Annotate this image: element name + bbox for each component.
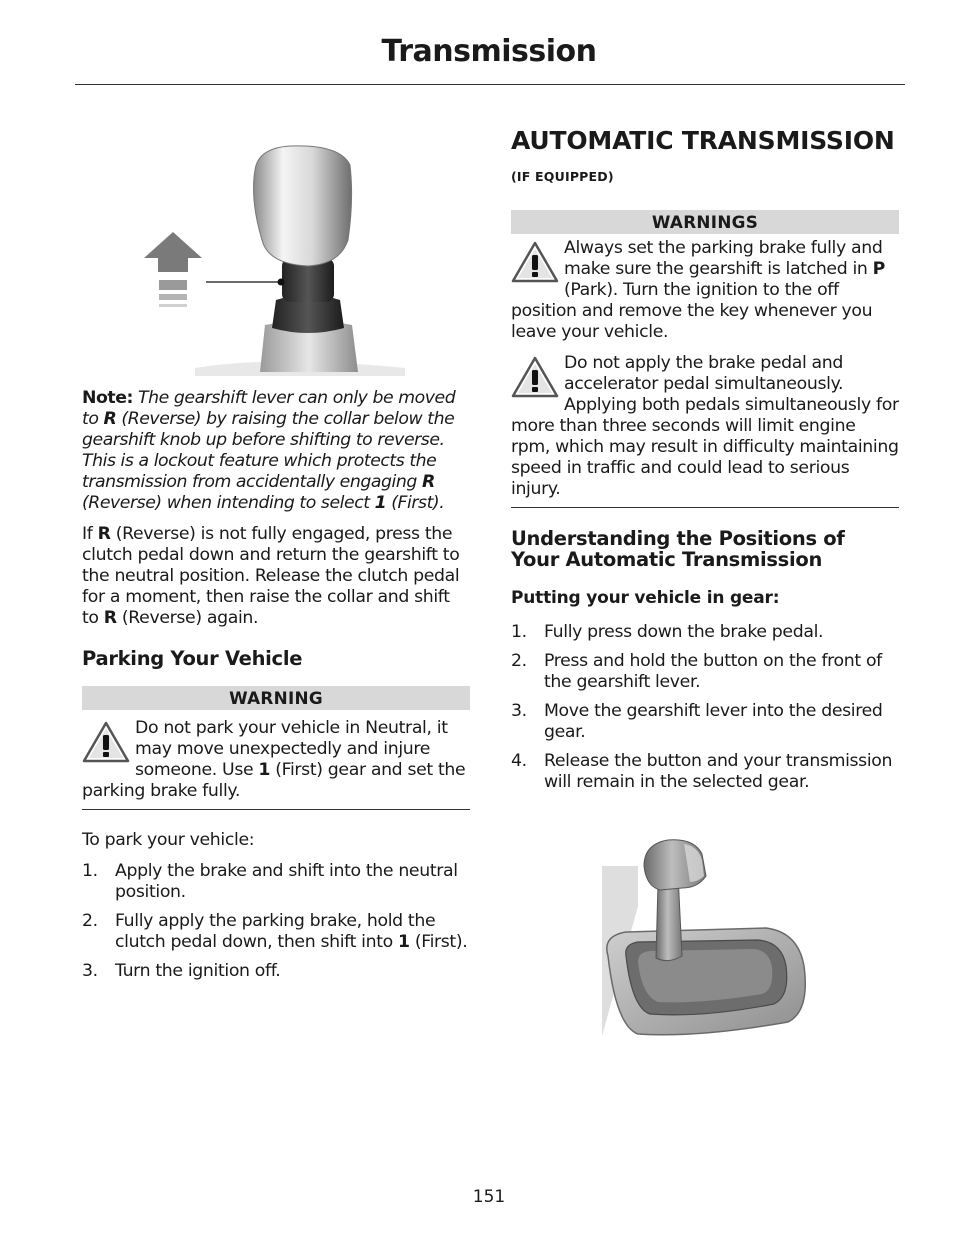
parking-heading: Parking Your Vehicle [82, 647, 303, 670]
reverse-paragraph: If R (Reverse) is not fully engaged, press the clutch pedal down and return the gearshift to the neutral position. Release the clutch pedal for a moment, then raise the collar and shift to R (Reverse) again. [82, 524, 460, 628]
to-park-intro: To park your vehicle: [82, 830, 255, 850]
page-title: Transmission [381, 34, 597, 69]
list-item: 1. Fully press down the brake pedal. [511, 622, 824, 642]
warnings-end-rule [511, 507, 899, 508]
list-item: 2. Press and hold the button on the front of the gearshift lever. [511, 651, 882, 692]
gear-steps [511, 622, 899, 793]
warning-triangle-icon [511, 240, 559, 284]
parking-warning: Do not park your vehicle in Neutral, it may move unexpectedly and injure someone. Use 1 (First) gear and set the parking brake fully. [82, 718, 466, 801]
putting-in-gear-heading: Putting your vehicle in gear: [511, 588, 780, 608]
section-title: AUTOMATIC TRANSMISSION [511, 126, 895, 155]
positions-heading: Understanding the Positions of Your Automatic Transmission [511, 527, 845, 571]
left-column [82, 388, 470, 990]
page-number: 151 [472, 1187, 506, 1207]
warning-end-rule [82, 809, 470, 810]
automatic-gearshift-illustration [598, 836, 812, 1040]
gearshift-note: Note: The gearshift lever can only be moved to R (Reverse) by raising the collar below the gearshift knob up before shifting to reverse. This is a lockout feature which protects the transmission from accidentally engaging R (Reverse) when intending to select 1 (First). [82, 388, 456, 513]
list-item: 2. Fully apply the parking brake, hold the clutch pedal down, then shift into 1 (First). [82, 911, 468, 952]
list-item: 1. Apply the brake and shift into the neutral position. [82, 861, 458, 902]
pedals-warning: Do not apply the brake pedal and accelerator pedal simultaneously. Applying both pedals simultaneously for more than three seconds will limit engine rpm, which may result in difficulty maintaining speed in traffic and could lead to serious injury. [511, 353, 899, 499]
warning-bar: WARNING [82, 686, 470, 710]
list-item: 3. Move the gearshift lever into the desired gear. [511, 701, 883, 742]
warning-triangle-icon [82, 720, 130, 764]
right-column [511, 126, 899, 801]
manual-gearshift-illustration [140, 140, 410, 376]
if-equipped-label: (IF EQUIPPED) [511, 169, 614, 184]
parking-steps [82, 861, 470, 982]
note-label: Note: [82, 388, 133, 408]
title-divider [75, 84, 905, 85]
list-item: 4. Release the button and your transmission will remain in the selected gear. [511, 751, 893, 792]
warnings-bar: WARNINGS [511, 210, 899, 234]
parking-brake-warning: Always set the parking brake fully and make sure the gearshift is latched in P (Park). Turn the ignition to the off position and remove the key whenever you leave your vehicle. [511, 238, 885, 342]
warning-triangle-icon [511, 355, 559, 399]
list-item: 3. Turn the ignition off. [82, 961, 281, 981]
